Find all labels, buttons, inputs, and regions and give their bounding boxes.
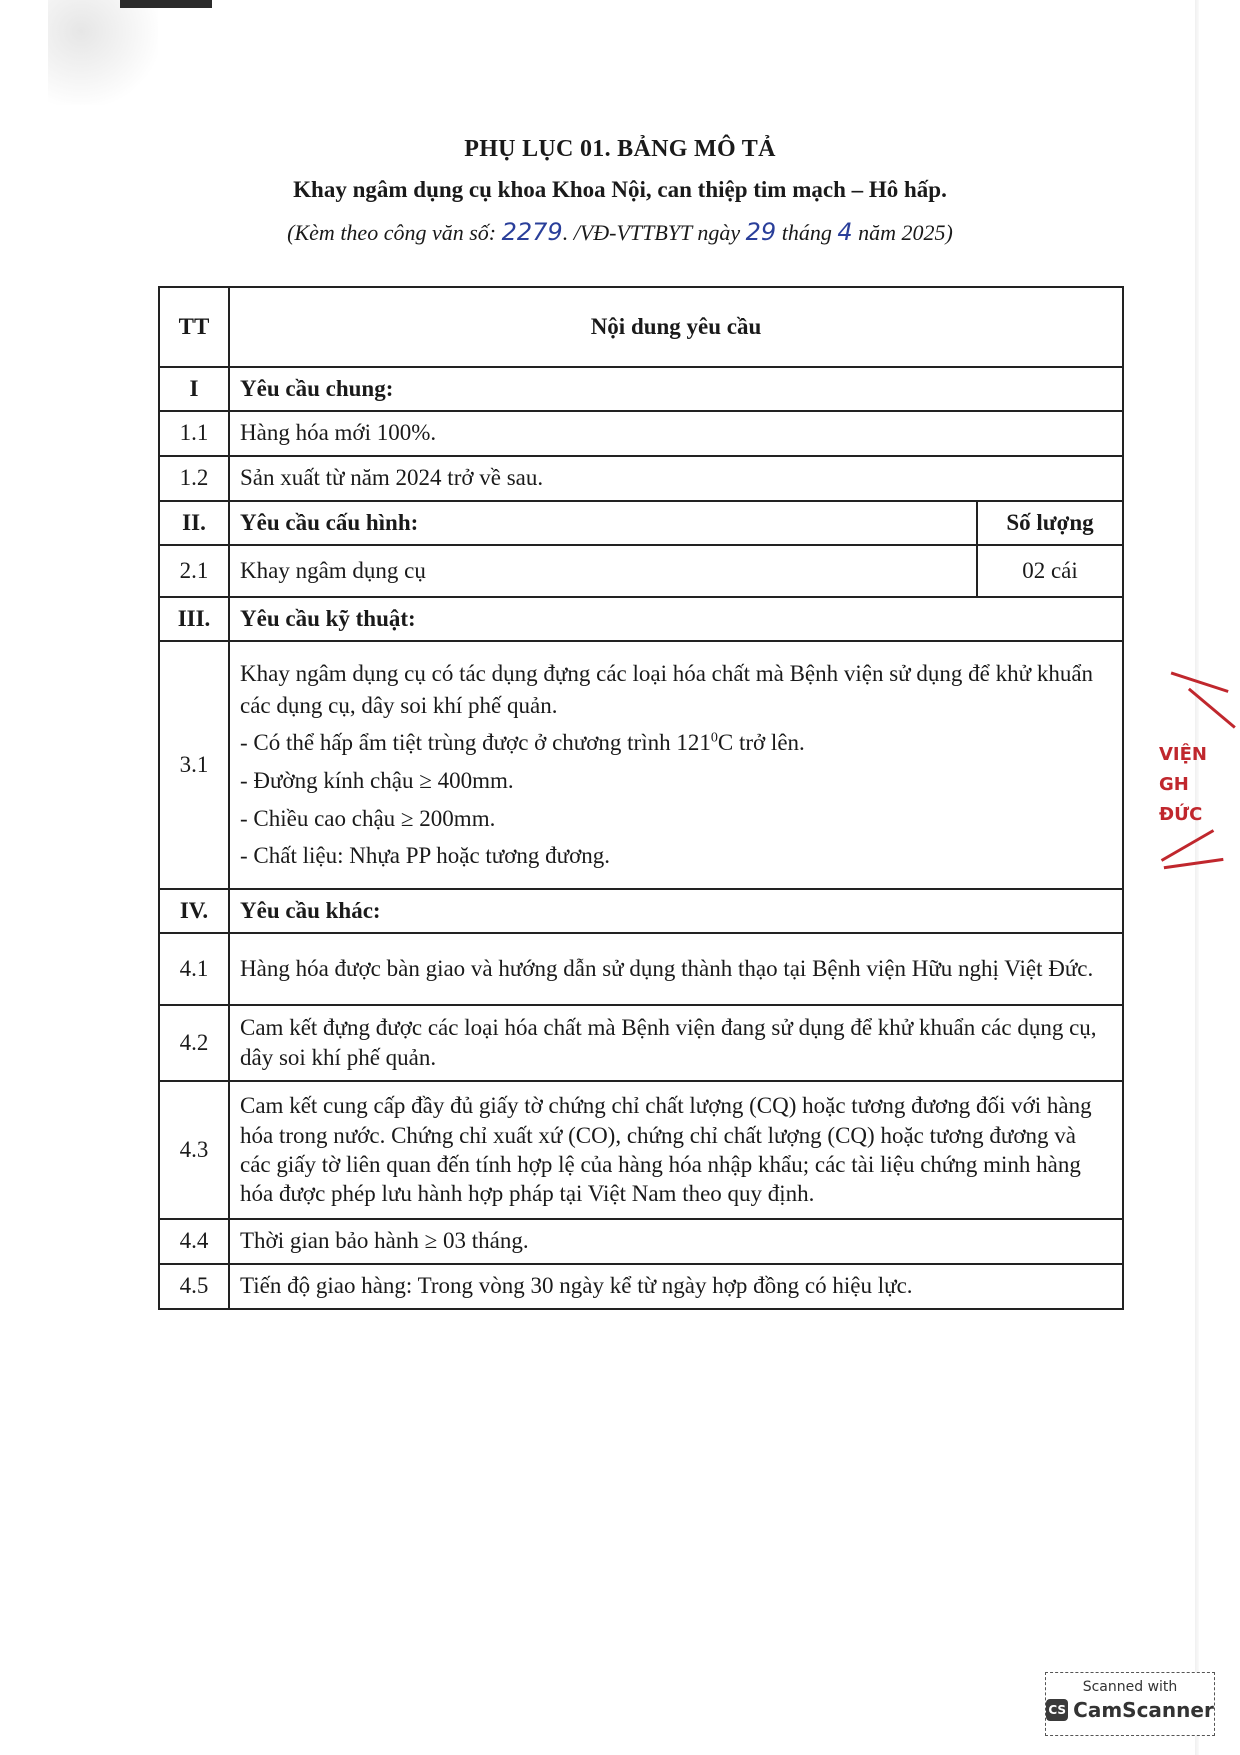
stamp-text-3: ĐỨC — [1159, 804, 1203, 825]
ref-number-handwritten: 2279 — [501, 218, 563, 246]
tech-diameter: - Đường kính chậu ≥ 400mm. — [240, 768, 514, 793]
row-text: Sản xuất từ năm 2024 trở về sau. — [229, 456, 1123, 501]
table-row — [159, 641, 1123, 889]
scan-artifact — [48, 0, 158, 105]
section-row — [159, 367, 1123, 411]
table-header-row — [159, 287, 1123, 367]
tech-description: Khay ngâm dụng cụ có tác dụng đựng các loại hóa chất mà Bệnh viện sử dụng để khử khuẩn các dụng cụ, dây soi khí phế quản. — [240, 660, 1094, 718]
header-content: Nội dung yêu cầu — [229, 287, 1123, 367]
row-text: Tiến độ giao hàng: Trong vòng 30 ngày kể từ ngày hợp đồng có hiệu lực. — [229, 1264, 1123, 1309]
document-title: PHỤ LỤC 01. BẢNG MÔ TẢ — [464, 136, 776, 162]
table-row — [159, 1219, 1123, 1264]
section-row — [159, 889, 1123, 933]
header-tt: TT — [159, 287, 229, 367]
ref-suffix: năm 2025) — [852, 220, 953, 245]
section-label: Yêu cầu chung: — [229, 367, 1123, 411]
row-text: Khay ngâm dụng cụ — [229, 545, 977, 597]
row-number: 4.3 — [159, 1081, 229, 1219]
row-text: Hàng hóa mới 100%. — [229, 411, 1123, 456]
section-number: I — [159, 367, 229, 411]
section-label: Yêu cầu khác: — [229, 889, 1123, 933]
table-row — [159, 1081, 1123, 1219]
row-text: Hàng hóa được bàn giao và hướng dẫn sử dụng thành thạo tại Bệnh viện Hữu nghị Việt Đức. — [229, 933, 1123, 1005]
table-row — [159, 411, 1123, 456]
row-number: 4.4 — [159, 1219, 229, 1264]
red-stamp-fragment — [1155, 672, 1207, 882]
tech-sterilization-text: - Có thể hấp ẩm tiệt trùng được ở chương trình 121 — [240, 730, 711, 756]
ref-day-handwritten: 29 — [745, 218, 777, 246]
tech-material: - Chất liệu: Nhựa PP hoặc tương đương. — [240, 843, 611, 869]
section-number: III. — [159, 597, 229, 641]
degree-sup: 0 — [710, 730, 718, 746]
quantity-header: Số lượng — [977, 501, 1123, 545]
watermark-brand: CamScanner — [1073, 1698, 1214, 1722]
tech-sterilization — [240, 727, 1112, 759]
tech-sterilization-unit: C trở lên. — [717, 730, 805, 756]
row-number: 2.1 — [159, 545, 229, 597]
technical-requirements — [229, 641, 1123, 889]
stamp-text-2: GH — [1159, 774, 1189, 795]
camscanner-watermark — [1045, 1672, 1215, 1736]
row-number: 1.2 — [159, 456, 229, 501]
row-text: Thời gian bảo hành ≥ 03 tháng. — [229, 1219, 1123, 1264]
row-number: 4.5 — [159, 1264, 229, 1309]
ref-month-handwritten: 4 — [837, 218, 853, 246]
table-row — [159, 933, 1123, 1005]
table-row — [159, 1264, 1123, 1309]
ref-mid2: tháng — [776, 220, 838, 245]
ref-mid1: . /VĐ-VTTBYT ngày — [562, 220, 746, 245]
section-row — [159, 597, 1123, 641]
document-subtitle: Khay ngâm dụng cụ khoa Khoa Nội, can thiệp tim mạch – Hô hấp. — [293, 177, 947, 202]
watermark-caption: Scanned with — [1082, 1679, 1178, 1695]
row-number: 4.2 — [159, 1005, 229, 1081]
table-row — [159, 456, 1123, 501]
section-label: Yêu cầu cấu hình: — [229, 501, 977, 545]
section-row — [159, 501, 1123, 545]
section-label: Yêu cầu kỹ thuật: — [229, 597, 1123, 641]
row-number: 3.1 — [159, 641, 229, 889]
table-row — [159, 1005, 1123, 1081]
reference-line — [0, 218, 1240, 246]
row-number: 4.1 — [159, 933, 229, 1005]
tech-height: - Chiều cao chậu ≥ 200mm. — [240, 805, 496, 831]
row-number: 1.1 — [159, 411, 229, 456]
requirements-table — [158, 286, 1124, 1310]
table-row — [159, 545, 1123, 597]
row-text: Cam kết cung cấp đầy đủ giấy tờ chứng chỉ chất lượng (CQ) hoặc tương đương đối với hàng hóa trong nước. Chứng chỉ xuất xứ (CO), chứng chỉ chất lượng (CQ) hoặc tương đương và các giấy tờ liên quan đến tính hợp lệ của hàng hóa nhập khẩu; các tài liệu chứng minh hàng hóa được phép lưu hành hợp pháp tại Việt Nam theo quy định. — [229, 1081, 1123, 1219]
section-number: II. — [159, 501, 229, 545]
section-number: IV. — [159, 889, 229, 933]
quantity-value: 02 cái — [977, 545, 1123, 597]
camscanner-logo-icon: CS — [1046, 1699, 1068, 1721]
row-text: Cam kết đựng được các loại hóa chất mà Bệnh viện đang sử dụng để khử khuẩn các dụng cụ, dây soi khí phế quản. — [229, 1005, 1123, 1081]
ref-prefix: (Kèm theo công văn số: — [287, 220, 502, 245]
stamp-text-1: VIỆN — [1159, 744, 1207, 765]
